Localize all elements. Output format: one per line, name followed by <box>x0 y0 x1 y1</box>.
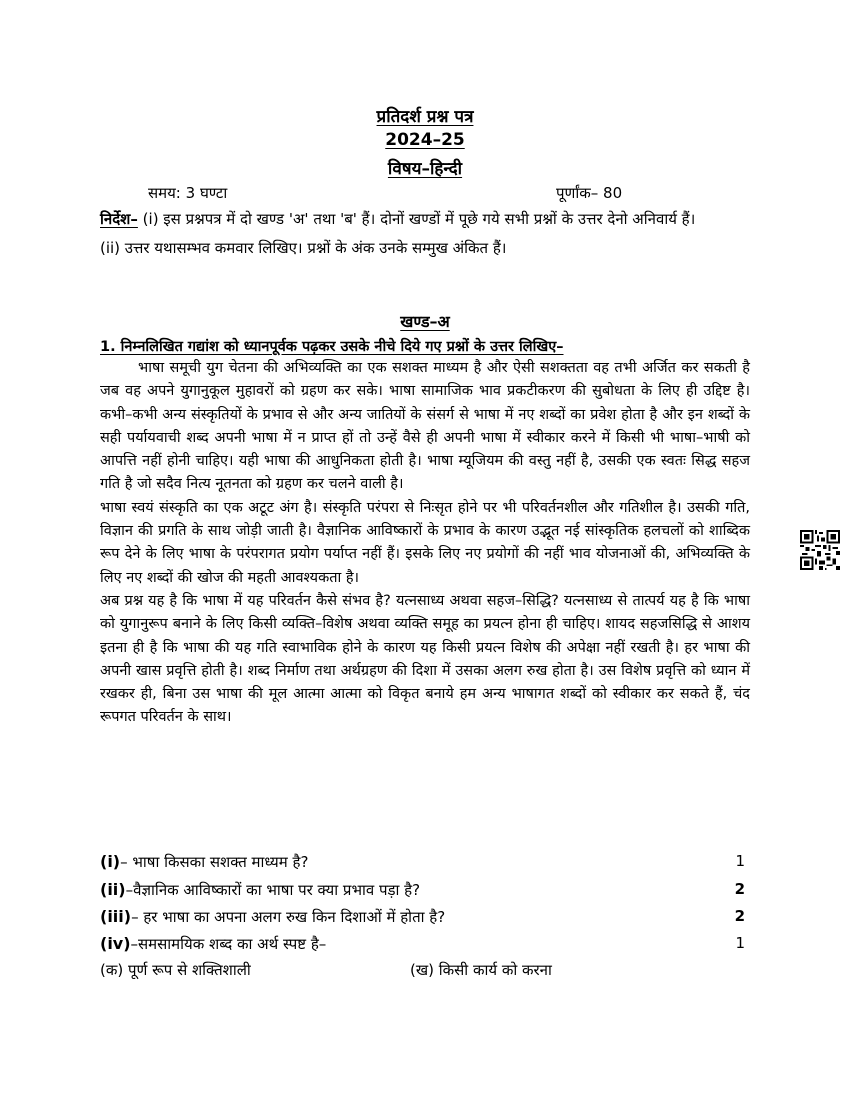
question-text: – भाषा किसका सशक्त माध्यम है? <box>120 853 309 871</box>
option-a: (क) पूर्ण रूप से शक्तिशाली <box>100 961 251 979</box>
question-number: (iii) <box>100 907 132 926</box>
paper-subject: विषय–हिन्दी <box>387 159 463 179</box>
option-b: (ख) किसी कार्य को करना <box>410 961 552 979</box>
question-number: (i) <box>100 852 121 871</box>
question-heading: 1. निम्नलिखित गद्यांश को ध्यानपूर्वक पढ़कर उसके नीचे दिये गए प्रश्नों के उत्तर लिखिए– <box>100 339 564 355</box>
instructions-block <box>100 208 750 261</box>
question-marks: 2 <box>734 880 745 898</box>
passage-paragraph-1: भाषा समूची युग चेतना की अभिव्यक्ति का एक सशक्त माध्यम है और ऐसी सशक्तता वह तभी अर्जित कर सकती है जब वह अपने युगानुकूल मुहावरों को ग्रहण कर सके। भाषा सामाजिक भाव प्रकटीकरण की सुबोधता के लिए ही उद्दिष्ट है। कभी–कभी अन्य संस्कृतियों के प्रभाव से और अन्य जातियों के संसर्ग से भाषा में नए शब्दों का प्रवेश होता है और इन शब्दों के सही पर्यायवाची शब्द अपनी भाषा में न प्राप्त हों तो उन्हें वैसे ही अपनी भाषा में स्वीकार करने में किसी भी भाषा–भाषी को आपत्ति नहीं होनी चाहिए। यही भाषा की आधुनिकता होती है। भाषा म्यूजियम की वस्तु नहीं है, उसकी एक स्वतः सिद्ध सहज गति है जो सदैव नित्य नूतनता को ग्रहण कर चलने वाली है। <box>100 360 750 493</box>
instruction-1: (i) इस प्रश्नपत्र में दो खण्ड 'अ' तथा 'ब' हैं। दोनों खण्डों में पूछे गये सभी प्रश्नों के उत्तर देनो अनिवार्य हैं। <box>142 210 696 228</box>
question-number: (iv) <box>100 934 131 953</box>
max-marks-label: पूर्णांक– 80 <box>556 184 623 202</box>
question-number: (ii) <box>100 880 126 899</box>
time-label: समय: 3 घण्टा <box>148 184 228 202</box>
paper-year: 2024–25 <box>385 130 465 150</box>
section-title: खण्ड–अ <box>400 312 450 331</box>
passage-paragraph-3: अब प्रश्न यह है कि भाषा में यह परिवर्तन कैसे संभव है? यत्नसाध्य अथवा सहज–सिद्धि? यत्नसाध्य से तात्पर्य यह है कि भाषा को युगानुरूप बनाने के लिए किसी व्यक्ति–विशेष अथवा व्यक्ति समूह का प्रयत्न होना ही चाहिए। शायद सहजसिद्धि से आशय इतना ही है कि भाषा की यह गति स्वाभाविक होने के कारण यह किसी प्रयत्न विशेष की अपेक्षा नहीं रखती है। हर भाषा की अपनी खास प्रवृत्ति होती है। शब्द निर्माण तथा अर्थग्रहण की दिशा में उसका अलग रुख होता है। उस विशेष प्रवृत्ति को ध्यान में रखकर ही, बिना उस भाषा की मूल आत्मा आत्मा को विकृत बनाये हम अन्य भाषागत शब्दों को स्वीकार कर सकते हैं, चंद रूपगत परिवर्तन के साथ। <box>100 592 750 726</box>
qr-code-icon <box>800 530 840 570</box>
instructions-label: निर्देश– <box>100 210 138 228</box>
question-marks: 1 <box>735 934 745 952</box>
paper-title: प्रतिदर्श प्रश्न पत्र <box>376 107 474 127</box>
instruction-2: (ii) उत्तर यथासम्भव कमवार लिखिए। प्रश्नों के अंक उनके सम्मुख अंकित हैं। <box>100 239 507 258</box>
question-3 <box>100 907 745 927</box>
question-marks: 1 <box>735 852 745 870</box>
passage <box>100 357 750 730</box>
question-1 <box>100 852 745 872</box>
question-text: – हर भाषा का अपना अलग रुख किन दिशाओं में होता है? <box>131 908 446 926</box>
question-2 <box>100 880 745 900</box>
question-text: –वैज्ञानिक आविष्कारों का भाषा पर क्या प्रभाव पड़ा है? <box>125 881 421 899</box>
passage-paragraph-2: भाषा स्वयं संस्कृति का एक अटूट अंग है। संस्कृति परंपरा से निःसृत होने पर भी परिवर्तनशील और गतिशील है। उसकी गति, विज्ञान की प्रगति के साथ जोड़ी जाती है। वैज्ञानिक आविष्कारों के प्रभाव के कारण उद्भूत नई सांस्कृतिक हलचलों को शाब्दिक रूप देने के लिए भाषा के परंपरागत प्रयोग पर्याप्त नहीं हैं। इसके लिए नए प्रयोगों की नहीं भाव योजनाओं की, अभिव्यक्ति के लिए नए शब्दों की खोज की महती आवश्यकता है। <box>100 499 750 586</box>
question-4 <box>100 934 745 954</box>
question-marks: 2 <box>734 907 745 925</box>
question-text: –समसामयिक शब्द का अर्थ स्पष्ट है– <box>130 935 327 953</box>
